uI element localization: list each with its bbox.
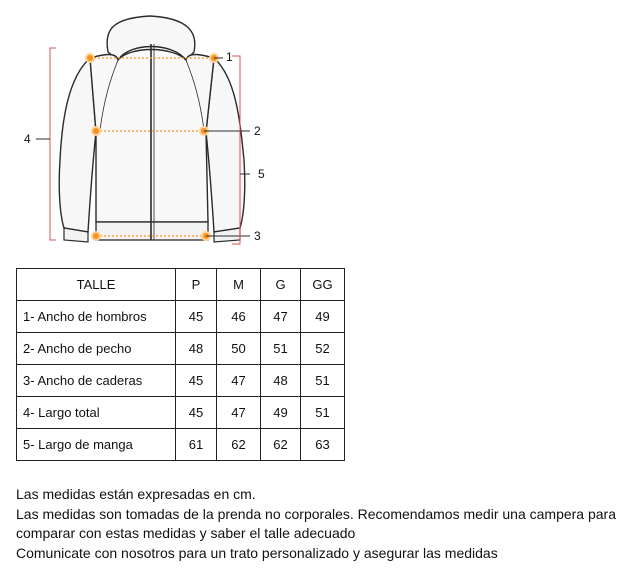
callout-3: 3	[254, 229, 261, 243]
size-table	[16, 268, 345, 461]
header-size-g: G	[261, 269, 301, 301]
cell-value: 62	[217, 429, 261, 461]
cell-value: 48	[261, 365, 301, 397]
cell-value: 62	[261, 429, 301, 461]
total-length-bracket	[50, 48, 56, 240]
row-label: 1- Ancho de hombros	[17, 301, 176, 333]
cell-value: 46	[217, 301, 261, 333]
cell-value: 45	[176, 301, 217, 333]
cell-value: 51	[261, 333, 301, 365]
callout-5: 5	[258, 167, 265, 181]
table-row	[17, 333, 345, 365]
hoodie-body	[90, 50, 214, 223]
cell-value: 45	[176, 365, 217, 397]
cell-value: 51	[301, 365, 345, 397]
header-talle: TALLE	[17, 269, 176, 301]
header-size-gg: GG	[301, 269, 345, 301]
left-sleeve	[59, 58, 96, 232]
note-measuring: Las medidas son tomadas de la prenda no corporales. Recomendamos medir una campera para comparar con estas medidas y saber el talle adecuado	[16, 505, 617, 541]
cell-value: 49	[261, 397, 301, 429]
table-header-row	[17, 269, 345, 301]
measurement-figure	[0, 0, 628, 258]
cell-value: 47	[261, 301, 301, 333]
callout-1: 1	[226, 50, 233, 64]
notes-block	[16, 485, 621, 563]
row-label: 2- Ancho de pecho	[17, 333, 176, 365]
cell-value: 45	[176, 397, 217, 429]
cell-value: 63	[301, 429, 345, 461]
header-size-m: M	[217, 269, 261, 301]
row-label: 5- Largo de manga	[17, 429, 176, 461]
hem-band	[96, 222, 208, 240]
callout-4: 4	[24, 132, 31, 146]
table-row	[17, 397, 345, 429]
cell-value: 47	[217, 397, 261, 429]
cell-value: 51	[301, 397, 345, 429]
row-label: 3- Ancho de caderas	[17, 365, 176, 397]
table-row	[17, 301, 345, 333]
header-size-p: P	[176, 269, 217, 301]
note-units: Las medidas están expresadas en cm.	[16, 486, 256, 502]
cell-value: 61	[176, 429, 217, 461]
table-row	[17, 429, 345, 461]
cell-value: 49	[301, 301, 345, 333]
cell-value: 50	[217, 333, 261, 365]
hoodie-outline-icon	[0, 0, 628, 258]
cell-value: 48	[176, 333, 217, 365]
cell-value: 47	[217, 365, 261, 397]
callout-2: 2	[254, 124, 261, 138]
note-contact: Comunicate con nosotros para un trato personalizado y asegurar las medidas	[16, 544, 498, 561]
cell-value: 52	[301, 333, 345, 365]
table-row	[17, 365, 345, 397]
row-label: 4- Largo total	[17, 397, 176, 429]
